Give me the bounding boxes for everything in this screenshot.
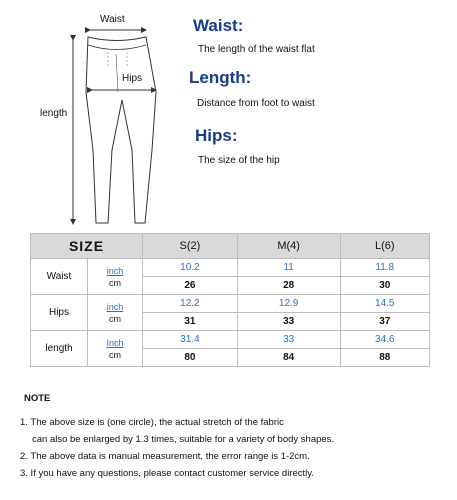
value-cm: 30	[340, 277, 429, 295]
unit-inch: inch	[106, 265, 124, 276]
value-inch: 31.4	[143, 331, 238, 349]
unit-cm: cm	[109, 349, 121, 360]
table-row	[31, 295, 430, 313]
value-inch: 11.8	[340, 259, 429, 277]
unit-cm: cm	[109, 277, 121, 288]
note-line: 1. The above size is (one circle), the actual stretch of the fabric	[20, 417, 284, 428]
pants-outline	[86, 37, 156, 223]
side-detail	[108, 52, 127, 66]
waist-diagram-label: Waist	[100, 14, 125, 25]
size-header: SIZE	[31, 234, 143, 259]
waist-def-title: Waist:	[193, 16, 244, 35]
value-cm: 37	[340, 313, 429, 331]
value-inch: 14.5	[340, 295, 429, 313]
units-cell	[88, 259, 143, 295]
length-diagram-label: length	[40, 108, 68, 119]
value-inch: 12.2	[143, 295, 238, 313]
row-name-length: length	[31, 331, 88, 367]
table-header-row	[31, 234, 430, 259]
note-line: 2. The above data is manual measurement, the error range is 1-2cm.	[20, 451, 310, 462]
hips-diagram-label: Hips	[122, 73, 143, 84]
unit-cm: cm	[109, 313, 121, 324]
value-inch: 10.2	[143, 259, 238, 277]
notes-heading: NOTE	[24, 393, 51, 404]
value-cm: 31	[143, 313, 238, 331]
size-s-header: S(2)	[143, 234, 238, 259]
value-cm: 88	[340, 349, 429, 367]
value-cm: 84	[237, 349, 340, 367]
value-inch: 12.9	[237, 295, 340, 313]
table-row	[31, 331, 430, 349]
value-inch: 33	[237, 331, 340, 349]
hips-def-text: The size of the hip	[198, 155, 280, 166]
waist-def-text: The length of the waist flat	[198, 44, 315, 55]
unit-inch: Inch	[106, 337, 124, 348]
value-cm: 28	[237, 277, 340, 295]
units-cell	[88, 295, 143, 331]
units-cell	[88, 331, 143, 367]
size-l-header: L(6)	[340, 234, 429, 259]
notes-section	[20, 393, 334, 482]
length-def-title: Length:	[189, 68, 252, 87]
unit-inch: inch	[106, 301, 124, 312]
pants-diagram	[0, 0, 180, 235]
row-name-hips: Hips	[31, 295, 88, 331]
value-inch: 34.6	[340, 331, 429, 349]
table-row	[31, 259, 430, 277]
inner-seam	[116, 54, 118, 92]
row-name-waist: Waist	[31, 259, 88, 295]
length-def-text: Distance from foot to waist	[197, 98, 315, 109]
waistband-line	[88, 45, 146, 50]
value-cm: 33	[237, 313, 340, 331]
size-m-header: M(4)	[237, 234, 340, 259]
note-line: 3. If you have any questions, please contact customer service directly.	[20, 468, 314, 479]
size-chart-table	[30, 233, 430, 367]
value-cm: 26	[143, 277, 238, 295]
value-inch: 11	[237, 259, 340, 277]
note-line: can also be enlarged by 1.3 times, suitable for a variety of body shapes.	[32, 434, 335, 445]
value-cm: 80	[143, 349, 238, 367]
hips-def-title: Hips:	[195, 126, 238, 145]
